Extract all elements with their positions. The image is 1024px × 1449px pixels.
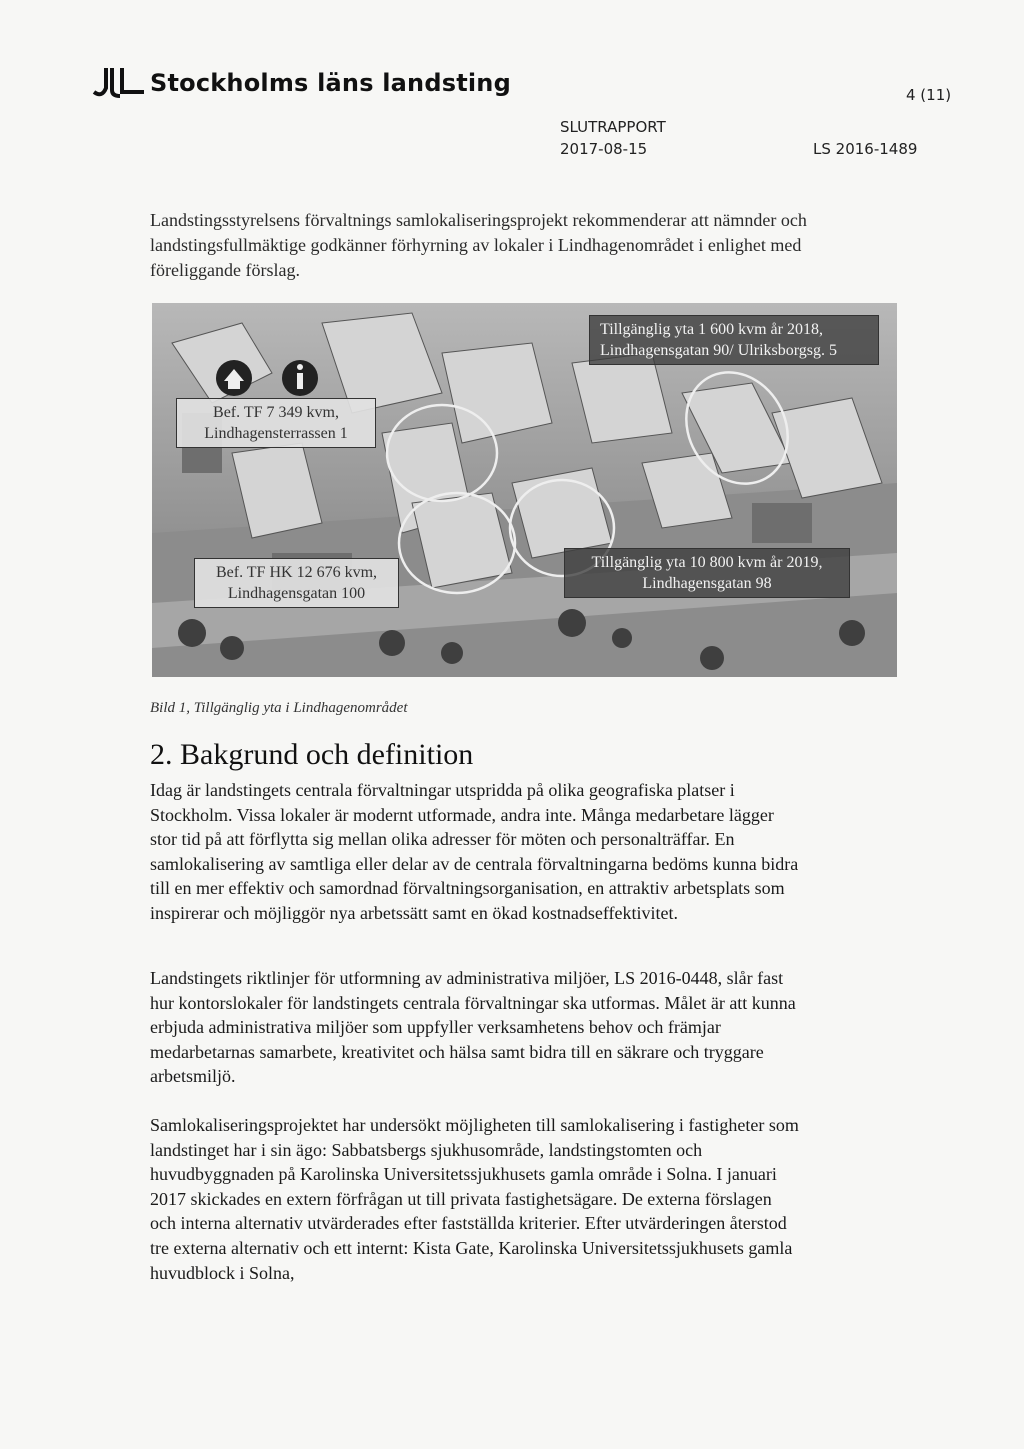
body-paragraph-1: Idag är landstingets centrala förvaltningar utspridda på olika geografiska platser i Stockholm. Vissa lokaler är modernt utformade, andra inte. Många medarbetare lägger stor tid på att förflytta sig mellan olika adresser för möten och personalträffar. En samlokalisering av samtliga eller delar av de centrala förvaltningarna bedöms kunna bidra till en mer effektiv och samordnad förvaltningsorganisation, en attraktiv arbetsplats som inspirerar och möjliggör nya arbetssätt samt en ökad kostnadseffektivitet.	[150, 780, 799, 923]
document-reference: LS 2016-1489	[813, 140, 918, 158]
callout-lindhagensgatan-100: Bef. TF HK 12 676 kvm, Lindhagensgatan 100	[194, 558, 399, 608]
page-number: 4 (11)	[906, 86, 952, 104]
sll-logo-icon	[92, 66, 146, 100]
info-marker-icon	[282, 360, 318, 396]
callout-lindhagensgatan-98: Tillgänglig yta 10 800 kvm år 2019, Lindhagensgatan 98	[564, 548, 850, 598]
figure-caption: Bild 1, Tillgänglig yta i Lindhagenområdet	[150, 700, 408, 716]
intro-paragraph: Landstingsstyrelsens förvaltnings samlokaliseringsprojekt rekommenderar att nämnder och landstingsfullmäktige godkänner förhyrning av lokaler i Lindhagenområdet i enlighet med föreliggande förslag.	[150, 210, 807, 280]
document-date: 2017-08-15	[560, 140, 648, 158]
home-marker-icon	[216, 360, 252, 396]
document-type: SLUTRAPPORT	[560, 118, 666, 136]
section-heading: 2. Bakgrund och definition	[150, 738, 474, 771]
body-paragraph-3: Samlokaliseringsprojektet har undersökt möjligheten till samlokalisering i fastigheter som landstinget har i sin ägo: Sabbatsbergs sjukhusområde, landstingstomten och huvudbyggnaden på Karolinska Universitetssjukhusets gamla område i Solna. I januari 2017 skickades en extern förfrågan ut till privata fastighetsägare. De externa förslagen och interna alternativ utvärderades efter fastställda kriterier. Efter utvärderingen återstod tre externa alternativ och ett internt: Kista Gate, Karolinska Universitetssjukhusets gamla huvudblock i Solna,	[150, 1115, 799, 1283]
body-paragraph-2: Landstingets riktlinjer för utformning av administrativa miljöer, LS 2016-0448, slår fast hur kontorslokaler för landstingets centrala förvaltningar ska utformas. Målet är att kunna erbjuda administrativa miljöer som uppfyller verksamhetens behov och främjar medarbetarnas samarbete, kreativitet och hälsa samt bidra till en säkrare och tryggare arbetsmiljö.	[150, 968, 796, 1087]
header-logo	[92, 66, 511, 100]
aerial-photo	[152, 303, 897, 677]
org-name: Stockholms läns landsting	[150, 69, 511, 97]
callout-lindhagensgatan-90: Tillgänglig yta 1 600 kvm år 2018, Lindhagensgatan 90/ Ulriksborgsg. 5	[589, 315, 879, 365]
callout-lindhagensterrassen-1: Bef. TF 7 349 kvm, Lindhagensterrassen 1	[176, 398, 376, 448]
